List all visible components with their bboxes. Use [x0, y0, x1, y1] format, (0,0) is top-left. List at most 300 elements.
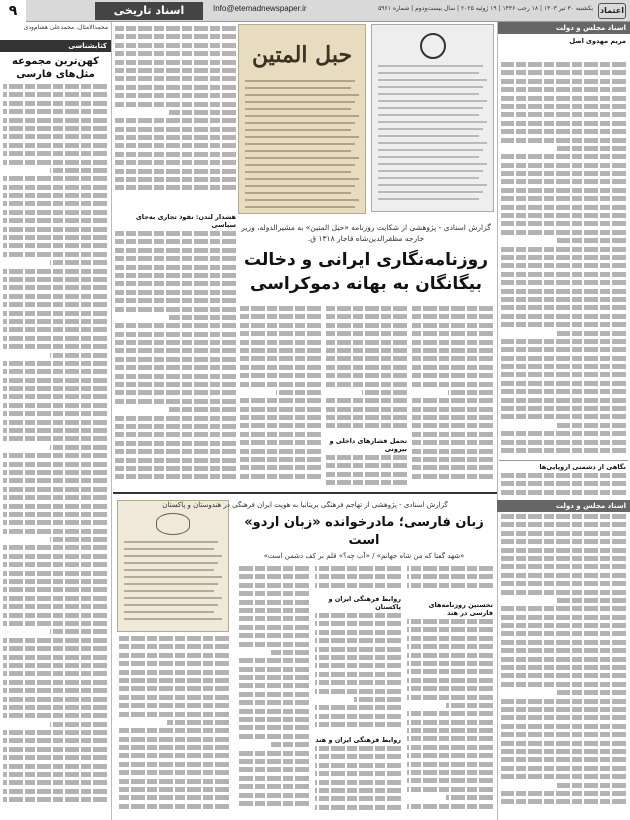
- text-line: [3, 478, 107, 483]
- scan-line: [245, 129, 351, 131]
- text-line: [50, 353, 107, 358]
- text-line: [239, 600, 309, 605]
- text-line: [3, 126, 107, 131]
- text-line: [3, 243, 107, 248]
- text-line: [501, 356, 626, 361]
- text-line: [315, 714, 401, 719]
- text-line: [3, 789, 107, 794]
- text-line: [412, 340, 493, 345]
- text-line: [117, 762, 229, 767]
- text-line: [240, 340, 321, 345]
- text-line: [315, 630, 401, 635]
- text-line: [3, 655, 107, 660]
- text-line: [412, 306, 493, 311]
- text-line: [407, 678, 493, 683]
- text-line: [315, 754, 401, 759]
- text-line: [412, 465, 493, 470]
- text-line: [501, 263, 626, 268]
- text-line: [115, 118, 236, 123]
- text-line: [239, 700, 309, 705]
- text-line: [501, 389, 626, 394]
- text-line: [412, 423, 493, 428]
- text-line: [3, 512, 107, 517]
- article-body-2: [501, 514, 626, 814]
- text-line: [407, 619, 493, 624]
- text-line: [115, 281, 236, 286]
- text-line: [117, 644, 229, 649]
- text-line: [115, 26, 236, 31]
- scan-line: [245, 101, 355, 103]
- text-line: [239, 675, 309, 680]
- text-line: [407, 736, 493, 741]
- k2-body-2: [315, 613, 401, 733]
- text-line: [315, 647, 401, 652]
- scan-line: [378, 79, 487, 81]
- text-line: [501, 314, 626, 319]
- text-line: [315, 663, 401, 668]
- article-body: [501, 62, 626, 457]
- text-line: [3, 252, 107, 257]
- scanned-letter-image: [371, 24, 494, 212]
- text-line: [3, 176, 107, 181]
- col2-body-2: [326, 455, 407, 495]
- text-line: [115, 424, 236, 429]
- text-line: [3, 336, 107, 341]
- text-line: [240, 432, 321, 437]
- text-line: [315, 621, 401, 626]
- text-line: [501, 799, 626, 804]
- text-line: [501, 372, 626, 377]
- text-line: [362, 390, 407, 395]
- text-line: [117, 670, 229, 675]
- text-line: [240, 440, 321, 445]
- text-line: [240, 415, 321, 420]
- text-line: [117, 770, 229, 775]
- subhead: تحمل فشارهای داخلی و بیرونی: [329, 437, 407, 453]
- right-column: [497, 22, 630, 820]
- text-line: [240, 356, 321, 361]
- text-line: [3, 436, 107, 441]
- text-line: [501, 590, 626, 595]
- scan-line: [124, 583, 218, 585]
- text-line: [501, 280, 626, 285]
- text-line: [3, 201, 107, 206]
- text-line: [3, 495, 107, 500]
- text-line: [407, 686, 493, 691]
- text-line: [407, 566, 493, 571]
- text-line: [412, 348, 493, 353]
- scan-line: [378, 114, 479, 116]
- text-line: [412, 407, 493, 412]
- text-line: [3, 671, 107, 676]
- text-line: [412, 449, 493, 454]
- author-byline: مریم مهدوی اصل: [569, 37, 626, 45]
- text-line: [407, 636, 493, 641]
- text-line: [3, 327, 107, 332]
- text-line: [412, 457, 493, 462]
- left-column: [0, 22, 112, 820]
- text-line: [271, 742, 310, 747]
- lower-column-1: [407, 566, 493, 816]
- text-line: [407, 728, 493, 733]
- lower-column-3: [239, 566, 309, 816]
- scan-line: [378, 65, 483, 67]
- story-column-2: [326, 306, 407, 486]
- scan-line: [378, 93, 479, 95]
- text-line: [501, 741, 626, 746]
- newspaper-logo: اعتماد: [598, 3, 626, 19]
- text-line: [50, 445, 107, 450]
- text-line: [315, 655, 401, 660]
- text-line: [239, 667, 309, 672]
- text-line: [501, 138, 626, 143]
- text-line: [115, 273, 236, 278]
- text-line: [239, 608, 309, 613]
- text-line: [115, 290, 236, 295]
- text-line: [3, 411, 107, 416]
- text-line: [115, 102, 236, 107]
- text-line: [501, 213, 626, 218]
- text-line: [501, 70, 626, 75]
- text-line: [326, 472, 407, 477]
- text-line: [169, 315, 236, 320]
- text-line: [3, 545, 107, 550]
- scan-line: [245, 206, 355, 208]
- text-line: [239, 616, 309, 621]
- text-line: [557, 238, 626, 243]
- text-line: [326, 382, 407, 387]
- text-line: [239, 793, 309, 798]
- text-line: [501, 347, 626, 352]
- scan-line: [245, 164, 355, 166]
- text-line: [501, 673, 626, 678]
- text-line: [240, 474, 321, 479]
- scan-line: [378, 163, 487, 165]
- text-line: [326, 455, 407, 460]
- text-line: [501, 448, 626, 453]
- text-line: [326, 306, 407, 311]
- text-line: [501, 272, 626, 277]
- text-line: [271, 650, 310, 655]
- text-line: [407, 711, 493, 716]
- text-line: [412, 356, 493, 361]
- text-line: [240, 382, 321, 387]
- text-line: [3, 361, 107, 366]
- text-line: [448, 390, 493, 395]
- article-column-top: [115, 26, 236, 198]
- text-line: [3, 143, 107, 148]
- subhead: روابط فرهنگی ایران و پاکستان: [328, 595, 401, 611]
- text-line: [117, 779, 229, 784]
- text-line: [3, 134, 107, 139]
- text-line: [501, 682, 626, 687]
- scan-line: [378, 72, 479, 74]
- text-line: [326, 407, 407, 412]
- text-line: [501, 255, 626, 260]
- text-line: [117, 678, 229, 683]
- text-line: [239, 633, 309, 638]
- text-line: [501, 640, 626, 645]
- text-line: [315, 583, 401, 588]
- text-line: [239, 683, 309, 688]
- col2-body: [326, 306, 407, 434]
- text-line: [412, 373, 493, 378]
- text-line: [3, 470, 107, 475]
- text-line: [3, 151, 107, 156]
- text-line: [239, 725, 309, 730]
- text-line: [501, 96, 626, 101]
- text-line: [115, 256, 236, 261]
- text-line: [407, 770, 493, 775]
- text-line: [407, 762, 493, 767]
- text-line: [315, 672, 401, 677]
- text-line: [326, 323, 407, 328]
- text-line: [412, 331, 493, 336]
- text-line: [501, 154, 626, 159]
- text-line: [407, 661, 493, 666]
- text-line: [315, 805, 401, 810]
- text-line: [501, 188, 626, 193]
- text-line: [3, 462, 107, 467]
- subhead: هشدار لندن: نفوذ تجاری به‌جای سیاسی: [135, 213, 236, 229]
- text-line: [315, 771, 401, 776]
- text-line: [501, 289, 626, 294]
- text-line: [3, 705, 107, 710]
- box-body: [501, 473, 626, 499]
- text-line: [501, 539, 626, 544]
- lower-headline: زبان فارسی؛ مادرخوانده «زبان اردو» است: [244, 515, 484, 548]
- text-line: [239, 583, 309, 588]
- text-line: [501, 473, 626, 478]
- text-line: [501, 398, 626, 403]
- text-line: [501, 87, 626, 92]
- text-line: [239, 692, 309, 697]
- scanned-newspaper-image: [238, 24, 366, 214]
- text-line: [115, 298, 236, 303]
- text-line: [557, 146, 626, 151]
- text-line: [117, 686, 229, 691]
- text-line: [412, 440, 493, 445]
- text-line: [117, 737, 229, 742]
- text-line: [326, 480, 407, 485]
- text-line: [326, 340, 407, 345]
- text-line: [117, 753, 229, 758]
- text-line: [501, 581, 626, 586]
- text-line: [117, 804, 229, 809]
- text-line: [117, 787, 229, 792]
- scan-line: [378, 100, 487, 102]
- scan-line: [245, 136, 359, 138]
- sidebar-box: [499, 460, 628, 498]
- text-line: [240, 365, 321, 370]
- scan-line: [378, 128, 483, 130]
- text-line: [117, 745, 229, 750]
- text-line: [115, 85, 236, 90]
- text-line: [407, 720, 493, 725]
- section-label: اسناد تاریخی: [95, 2, 203, 20]
- text-line: [501, 490, 626, 495]
- text-line: [3, 118, 107, 123]
- text-line: [115, 466, 236, 471]
- text-line: [240, 323, 321, 328]
- text-line: [501, 163, 626, 168]
- text-line: [115, 135, 236, 140]
- email-address[interactable]: Info@etemadnewspaper.ir: [213, 4, 307, 13]
- text-line: [117, 653, 229, 658]
- text-line: [407, 644, 493, 649]
- page-number: ۹: [0, 0, 26, 22]
- text-line: [501, 531, 626, 536]
- text-line: [117, 795, 229, 800]
- text-line: [3, 101, 107, 106]
- scan-line: [378, 198, 479, 200]
- main-area: [113, 22, 497, 820]
- text-line: [326, 365, 407, 370]
- text-line: [240, 348, 321, 353]
- text-line: [115, 307, 236, 312]
- text-line: [169, 407, 236, 412]
- text-line: [115, 399, 236, 404]
- text-line: [501, 481, 626, 486]
- scan-line: [245, 199, 359, 201]
- text-line: [501, 104, 626, 109]
- scan-line: [245, 178, 359, 180]
- text-line: [3, 663, 107, 668]
- text-line: [501, 381, 626, 386]
- text-line: [50, 629, 107, 634]
- text-line: [239, 658, 309, 663]
- text-line: [115, 160, 236, 165]
- text-line: [412, 415, 493, 420]
- text-line: [3, 403, 107, 408]
- scan-line: [124, 562, 218, 564]
- text-line: [326, 356, 407, 361]
- dateline: یکشنبه ۳۰ تیر ۱۴۰۳ | ۱۸ رجب ۱۴۴۶ | ۱۹ ژوئیه ۲۰۲۵ | سال بیست‌ودوم | شماره ۵۹۶۱: [378, 5, 593, 12]
- text-line: [115, 239, 236, 244]
- scan-line: [378, 142, 487, 144]
- text-line: [326, 348, 407, 353]
- scan-line: [124, 604, 218, 606]
- text-line: [3, 311, 107, 316]
- text-line: [3, 797, 107, 802]
- text-line: [115, 416, 236, 421]
- text-line: [3, 285, 107, 290]
- text-line: [3, 235, 107, 240]
- text-line: [3, 587, 107, 592]
- side-body: [115, 231, 236, 491]
- text-line: [3, 84, 107, 89]
- text-line: [3, 294, 107, 299]
- text-line: [407, 804, 493, 809]
- text-line: [501, 79, 626, 84]
- text-line: [50, 168, 107, 173]
- text-line: [412, 365, 493, 370]
- text-line: [240, 373, 321, 378]
- text-line: [239, 751, 309, 756]
- text-line: [115, 348, 236, 353]
- text-line: [115, 340, 236, 345]
- text-line: [315, 788, 401, 793]
- scan-line: [124, 548, 214, 550]
- text-line: [3, 755, 107, 760]
- text-line: [3, 394, 107, 399]
- text-line: [557, 598, 626, 603]
- text-line: [3, 747, 107, 752]
- text-line: [115, 374, 236, 379]
- text-line: [239, 625, 309, 630]
- text-line: [115, 265, 236, 270]
- text-line: [407, 574, 493, 579]
- text-line: [3, 369, 107, 374]
- text-line: [501, 121, 626, 126]
- scan-line: [245, 157, 359, 159]
- text-line: [3, 697, 107, 702]
- left-section-tag: کتابشناسی: [0, 40, 111, 52]
- text-line: [501, 129, 626, 134]
- scan-line: [245, 171, 351, 173]
- text-line: [239, 801, 309, 806]
- text-line: [3, 579, 107, 584]
- text-line: [3, 596, 107, 601]
- text-line: [412, 323, 493, 328]
- lower-subtitle: گزارش اسنادی - پژوهشی از تهاجم فرهنگی بریتانیا به هویت ایران فرهنگی در هندوستان و پاکستان: [162, 501, 448, 509]
- text-line: [3, 227, 107, 232]
- text-line: [501, 221, 626, 226]
- text-line: [3, 160, 107, 165]
- text-line: [3, 487, 107, 492]
- text-line: [501, 406, 626, 411]
- lower-column-2: [315, 566, 401, 816]
- text-line: [3, 554, 107, 559]
- text-line: [50, 260, 107, 265]
- scan-line: [245, 108, 351, 110]
- story-subtitle: گزارش اسنادی - پژوهشی از شکایت روزنامه «حبل المتین» به مشیرالدوله، وزیر خارجه مظفرالدین‌شاه قاجار ۱۳۱۸ ق.: [241, 223, 491, 243]
- text-line: [3, 571, 107, 576]
- text-line: [115, 474, 236, 479]
- scan-line: [124, 555, 222, 557]
- text-line: [315, 680, 401, 685]
- scan-line: [124, 618, 222, 620]
- text-line: [240, 407, 321, 412]
- text-line: [407, 583, 493, 588]
- text-line: [3, 269, 107, 274]
- scan-line: [245, 80, 355, 82]
- text-line: [501, 297, 626, 302]
- text-line: [117, 636, 229, 641]
- text-line: [115, 127, 236, 132]
- text-line: [557, 331, 626, 336]
- text-line: [115, 432, 236, 437]
- text-line: [501, 564, 626, 569]
- text-line: [315, 746, 401, 751]
- article-column-side: [115, 210, 236, 490]
- text-line: [446, 703, 493, 708]
- text-line: [50, 537, 107, 542]
- text-line: [407, 627, 493, 632]
- k1-body-2: [407, 619, 493, 819]
- text-line: [115, 169, 236, 174]
- text-line: [239, 759, 309, 764]
- text-line: [3, 764, 107, 769]
- text-line: [557, 690, 626, 695]
- left-article-title: کهن‌ترین مجموعه مثل‌های فارسی: [12, 56, 99, 80]
- text-line: [501, 230, 626, 235]
- text-line: [3, 277, 107, 282]
- text-line: [239, 784, 309, 789]
- text-line: [239, 709, 309, 714]
- text-line: [501, 665, 626, 670]
- text-line: [501, 749, 626, 754]
